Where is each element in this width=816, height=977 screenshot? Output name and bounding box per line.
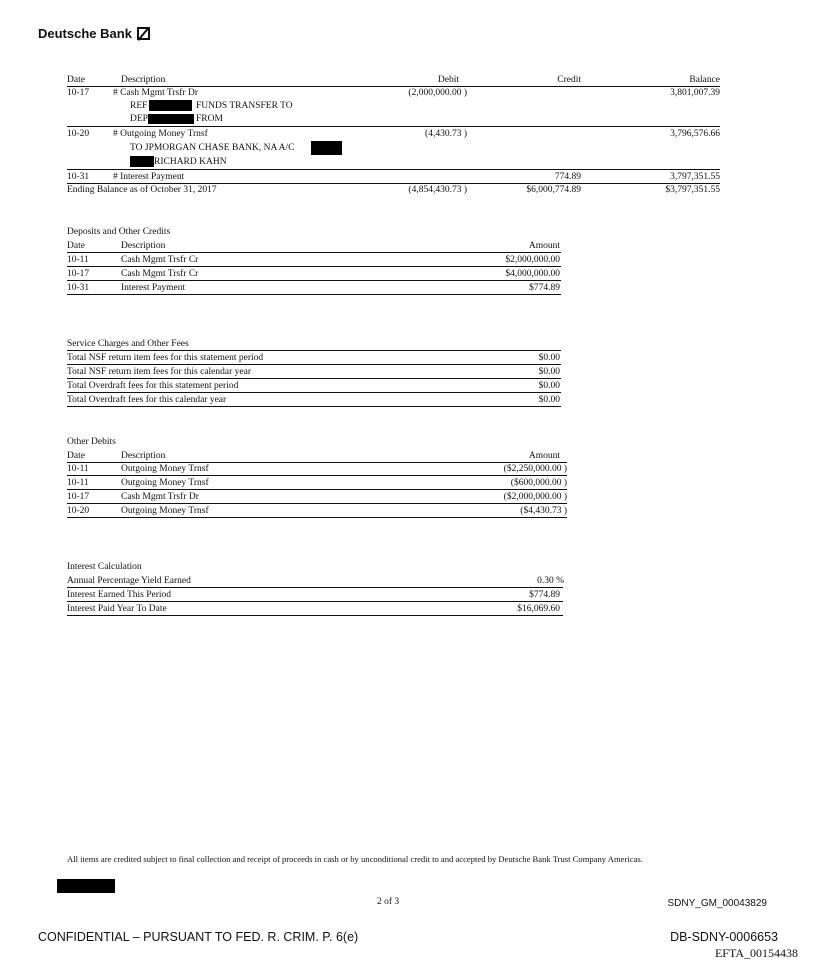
row-description: Outgoing Money Trnsf xyxy=(121,478,209,488)
redaction-box xyxy=(311,141,342,155)
row-date: 10-31 xyxy=(67,172,90,182)
col-header-amount: Amount xyxy=(528,241,560,251)
interest-label: Interest Earned This Period xyxy=(67,590,172,600)
bank-name: Deutsche Bank xyxy=(38,26,132,41)
row-balance: 3,797,351.55 xyxy=(670,172,720,182)
row-divider xyxy=(67,280,561,281)
row-divider xyxy=(67,392,561,393)
row-amount: ($2,000,000.00 ) xyxy=(503,492,567,502)
fee-label: Total NSF return item fees for this statement period xyxy=(67,353,264,363)
ending-balance: $3,797,351.55 xyxy=(665,185,720,195)
row-date: 10-17 xyxy=(67,88,90,98)
row-divider xyxy=(67,503,567,504)
row-amount: $2,000,000.00 xyxy=(505,255,560,265)
section-title: Deposits and Other Credits xyxy=(67,227,171,237)
row-detail: DEP xyxy=(130,114,148,124)
col-header-date: Date xyxy=(67,75,85,85)
row-divider xyxy=(67,615,563,616)
ending-balance-label: Ending Balance as of October 31, 2017 xyxy=(67,185,217,195)
section-title: Other Debits xyxy=(67,437,116,447)
row-date: 10-31 xyxy=(67,283,90,293)
row-amount: $774.89 xyxy=(529,283,560,293)
row-divider xyxy=(67,364,561,365)
row-description: Outgoing Money Trnsf xyxy=(121,464,209,474)
fee-label: Total Overdraft fees for this statement period xyxy=(67,381,239,391)
row-amount: ($2,250,000.00 ) xyxy=(503,464,567,474)
col-header-description: Description xyxy=(121,75,166,85)
row-date: 10-20 xyxy=(67,506,90,516)
row-detail: RICHARD KAHN xyxy=(154,157,227,167)
interest-amount: 0.30 % xyxy=(537,576,564,586)
confidential-notice: CONFIDENTIAL – PURSUANT TO FED. R. CRIM. P. 6(e) xyxy=(38,930,359,944)
row-divider xyxy=(67,378,561,379)
col-header-description: Description xyxy=(121,451,166,461)
row-divider xyxy=(67,266,561,267)
row-date: 10-20 xyxy=(67,129,90,139)
col-header-date: Date xyxy=(67,241,85,251)
redaction-box xyxy=(148,114,194,124)
row-amount: ($4,430.73 ) xyxy=(520,506,567,516)
row-description: Outgoing Money Trnsf xyxy=(121,506,209,516)
row-date: 10-11 xyxy=(67,255,89,265)
fee-amount: $0.00 xyxy=(538,367,560,377)
redaction-box xyxy=(149,100,192,111)
interest-amount: $16,069.60 xyxy=(517,604,560,614)
row-description: # Interest Payment xyxy=(113,172,185,182)
row-amount: ($600,000.00 ) xyxy=(510,478,567,488)
row-credit: 774.89 xyxy=(554,172,581,182)
page-number: 2 of 3 xyxy=(377,897,400,907)
row-detail: TO JPMORGAN CHASE BANK, NA A/C xyxy=(130,143,295,153)
col-header-debit: Debit xyxy=(437,75,459,85)
section-title: Service Charges and Other Fees xyxy=(67,339,189,349)
efta-number: EFTA_00154438 xyxy=(714,946,798,960)
row-date: 10-17 xyxy=(67,269,90,279)
row-debit: (4,430.73 ) xyxy=(425,129,467,139)
disclaimer-text: All items are credited subject to final collection and receipt of proceeds in cash or by unconditional credit to and accepted by Deutsche Bank Trust Company Americas. xyxy=(67,854,643,864)
col-header-description: Description xyxy=(121,241,166,251)
row-divider xyxy=(67,406,561,407)
interest-amount: $774.89 xyxy=(529,590,560,600)
row-detail: REF xyxy=(130,101,148,111)
row-detail: FUNDS TRANSFER TO xyxy=(196,101,293,111)
row-balance: 3,796,576.66 xyxy=(670,129,720,139)
row-balance: 3,801,007.39 xyxy=(670,88,720,98)
row-divider xyxy=(67,294,561,295)
row-date: 10-11 xyxy=(67,464,89,474)
bates-number-secondary: DB-SDNY-0006653 xyxy=(670,930,778,944)
row-amount: $4,000,000.00 xyxy=(505,269,560,279)
row-description: # Cash Mgmt Trsfr Dr xyxy=(113,88,198,98)
fee-amount: $0.00 xyxy=(538,353,560,363)
row-divider xyxy=(67,489,567,490)
row-debit: (2,000,000.00 ) xyxy=(408,88,467,98)
row-description: # Outgoing Money Trnsf xyxy=(113,129,208,139)
row-divider xyxy=(67,587,563,588)
row-date: 10-17 xyxy=(67,492,90,502)
section-title: Interest Calculation xyxy=(67,562,142,572)
ending-credit: $6,000,774.89 xyxy=(526,185,581,195)
row-divider xyxy=(67,475,567,476)
redaction-box xyxy=(130,156,154,167)
row-divider xyxy=(67,601,563,602)
row-divider xyxy=(67,517,567,518)
fee-label: Total NSF return item fees for this calendar year xyxy=(67,367,251,377)
col-header-balance: Balance xyxy=(689,75,720,85)
fee-amount: $0.00 xyxy=(538,395,560,405)
slash-logo-icon xyxy=(137,27,150,40)
ending-debit: (4,854,430.73 ) xyxy=(408,185,467,195)
row-description: Cash Mgmt Trsfr Dr xyxy=(121,492,199,502)
row-detail: FROM xyxy=(196,114,223,124)
row-description: Cash Mgmt Trsfr Cr xyxy=(121,255,199,265)
row-date: 10-11 xyxy=(67,478,89,488)
row-divider xyxy=(67,126,720,127)
col-header-credit: Credit xyxy=(557,75,581,85)
row-divider xyxy=(67,169,720,170)
interest-label: Annual Percentage Yield Earned xyxy=(67,576,191,586)
interest-label: Interest Paid Year To Date xyxy=(67,604,167,614)
col-header-date: Date xyxy=(67,451,85,461)
header-divider xyxy=(67,252,561,253)
row-description: Interest Payment xyxy=(121,283,186,293)
row-description: Cash Mgmt Trsfr Cr xyxy=(121,269,199,279)
header-divider xyxy=(67,350,561,351)
col-header-amount: Amount xyxy=(528,451,560,461)
bates-number-primary: SDNY_GM_00043829 xyxy=(667,898,767,909)
redaction-box xyxy=(57,879,115,893)
fee-amount: $0.00 xyxy=(538,381,560,391)
fee-label: Total Overdraft fees for this calendar year xyxy=(67,395,227,405)
bank-logo xyxy=(38,26,150,41)
